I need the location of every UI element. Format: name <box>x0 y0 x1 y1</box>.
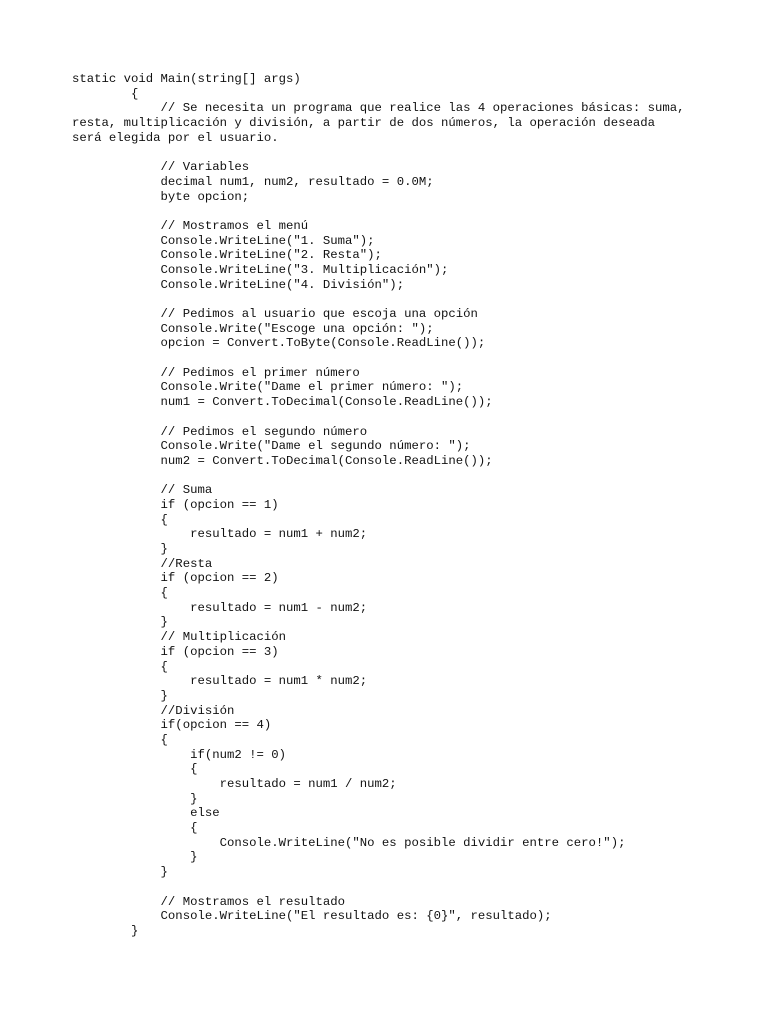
code-line: { <box>72 762 198 777</box>
code-line: } <box>72 688 168 703</box>
code-line: // Multiplicación <box>72 630 287 645</box>
code-line: if (opcion == 1) <box>72 497 279 512</box>
code-line: num1 = Convert.ToDecimal(Console.ReadLine()); <box>72 395 493 410</box>
code-line: // Mostramos el resultado <box>72 894 346 909</box>
blank-line <box>72 351 712 366</box>
code-line: resultado = num1 / num2; <box>72 777 397 791</box>
code-line: resultado = num1 + num2; <box>72 527 368 542</box>
code-line: // Pedimos el segundo número <box>72 424 368 439</box>
blank-line <box>72 145 712 160</box>
code-line: Console.Write("Dame el segundo número: "); <box>72 439 471 454</box>
code-line: { <box>72 586 168 601</box>
code-line: if(opcion == 4) <box>72 718 272 733</box>
code-line: if(num2 != 0) <box>72 747 287 762</box>
code-line: // Mostramos el menú <box>72 218 309 233</box>
code-line: Console.WriteLine("3. Multiplicación"); <box>72 262 449 277</box>
blank-line <box>72 469 712 484</box>
code-listing <box>72 72 712 939</box>
code-line: static void Main(string[] args) <box>72 72 301 86</box>
code-line: decimal num1, num2, resultado = 0.0M; <box>72 174 434 189</box>
code-line: { <box>72 512 168 527</box>
code-line: } <box>72 791 198 806</box>
code-line: resultado = num1 - num2; <box>72 600 368 615</box>
code-line: resultado = num1 * num2; <box>72 674 368 689</box>
code-line: { <box>72 732 168 747</box>
code-line: } <box>72 615 168 630</box>
blank-line <box>72 204 712 219</box>
blank-line <box>72 880 712 895</box>
code-line: opcion = Convert.ToByte(Console.ReadLine()); <box>72 336 486 351</box>
code-line: { <box>72 821 198 836</box>
code-line: { <box>72 659 168 674</box>
code-line: } <box>72 850 198 865</box>
code-line: // Pedimos el primer número <box>72 365 360 380</box>
code-line: //Resta <box>72 556 213 571</box>
code-line: if (opcion == 3) <box>72 644 279 659</box>
code-line: Console.WriteLine("El resultado es: {0}", resultado); <box>72 909 552 924</box>
code-line: } <box>72 542 168 556</box>
code-line: } <box>72 923 139 938</box>
code-line: //División <box>72 703 235 718</box>
code-line: Console.WriteLine("4. División"); <box>72 277 405 292</box>
code-line: if (opcion == 2) <box>72 571 279 586</box>
code-line: // Se necesita un programa que realice las 4 operaciones básicas: suma, <box>72 101 685 116</box>
code-line: Console.WriteLine("2. Resta"); <box>72 248 382 263</box>
code-line: // Suma <box>72 483 213 498</box>
code-line: resta, multiplicación y división, a partir de dos números, la operación deseada <box>72 116 655 131</box>
blank-line <box>72 292 712 307</box>
code-line: Console.Write("Dame el primer número: "); <box>72 380 464 395</box>
code-line: // Pedimos al usuario que escoja una opción <box>72 307 478 321</box>
code-line: Console.WriteLine("1. Suma"); <box>72 233 375 248</box>
code-line: Console.Write("Escoge una opción: "); <box>72 321 434 336</box>
code-line: byte opcion; <box>72 189 250 204</box>
blank-line <box>72 410 712 425</box>
code-line: // Variables <box>72 160 250 175</box>
code-line: { <box>72 86 139 101</box>
code-line: else <box>72 806 220 821</box>
code-line: num2 = Convert.ToDecimal(Console.ReadLine()); <box>72 453 493 468</box>
code-line: será elegida por el usuario. <box>72 130 279 145</box>
code-line: Console.WriteLine("No es posible dividir entre cero!"); <box>72 835 626 850</box>
code-line: } <box>72 865 168 880</box>
